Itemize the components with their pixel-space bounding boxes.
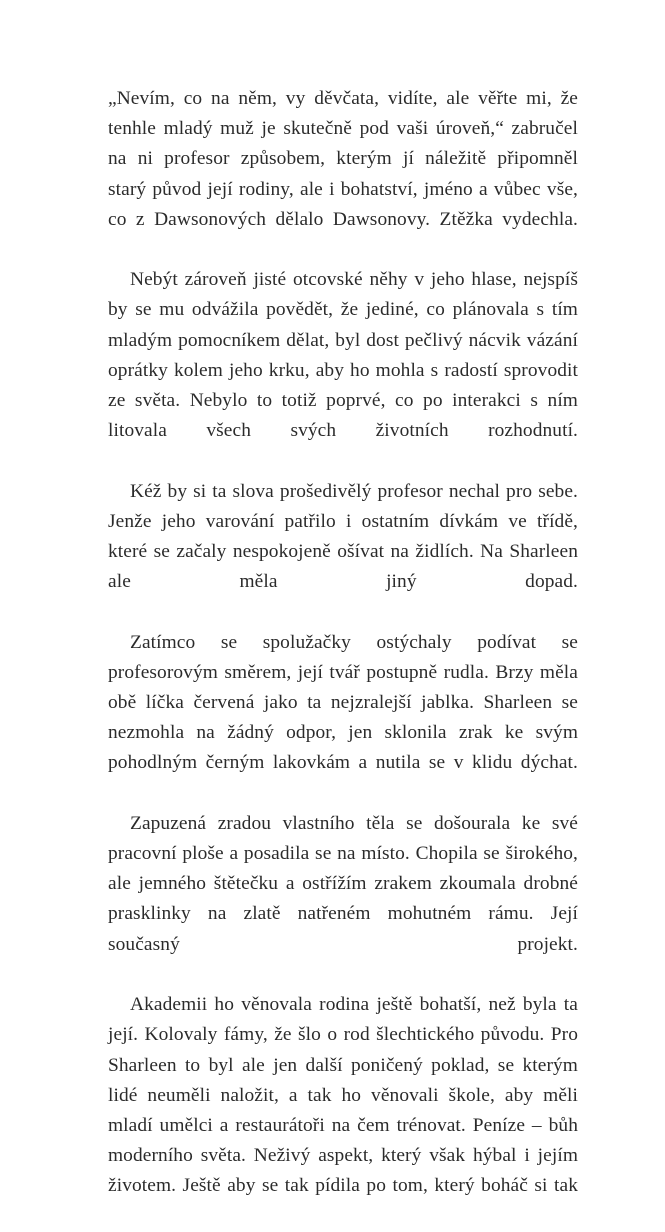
paragraph-2: Nebýt zároveň jisté otcovské něhy v jeho hlase, nejspíš by se mu odvážila povědět, že jediné, co plánovala s tím mladým pomocníkem dělat, byl dost pečlivý nácvik vázání oprátky kolem jeho krku, aby ho mohla s radostí sprovodit ze světa. Nebylo to totiž poprvé, co po interakci s ním litovala všech svých životních rozhodnutí. bbox=[108, 269, 578, 442]
paragraph-5: Zapuzená zradou vlastního těla se došourala ke své pracovní ploše a posadila se na místo. Chopila se širokého, ale jemného štětečku a ostřížím zrakem zkoumala drobné prasklinky na zlatě natřeném mohutném rámu. Její současný projekt. bbox=[108, 812, 578, 955]
paragraph-4: Zatímco se spolužačky ostýchaly podívat se profesorovým směrem, její tvář postupně rudla. Brzy měla obě líčka červená jako ta nejzralejší jablka. Sharleen se nezmohla na žádný odpor, jen sklonila zrak ke svým pohodlným černým lakovkám a nutila se v klidu dýchat. bbox=[108, 631, 578, 774]
body-text-column bbox=[108, 84, 578, 1232]
paragraph-3: Kéž by si ta slova prošedivělý profesor nechal pro sebe. Jenže jeho varování patřilo i ostatním dívkám ve třídě, které se začaly nespokojeně ošívat na židlích. Na Sharleen ale měla jiný dopad. bbox=[108, 480, 578, 593]
paragraph-1: „Nevím, co na něm, vy děvčata, vidíte, ale věřte mi, že tenhle mladý muž je skutečně pod vaši úroveň,“ zabručel na ni profesor způsobem, kterým jí náležitě připomněl starý původ její rodiny, ale i bohatství, jméno a vůbec vše, co z Dawsonových dělalo Dawsonovy. Ztěžka vydechla. bbox=[108, 88, 578, 230]
paragraph-6: Akademii ho věnovala rodina ještě bohatší, než byla ta její. Kolovaly fámy, že šlo o rod šlechtického původu. Pro Sharleen to byl ale jen další poničený poklad, se kterým lidé neuměli naložit, a tak ho věnovali škole, aby měli mladí umělci a restaurátoři na čem trénovat. Peníze – bůh moderního světa. Neživý aspekt, který však hýbal i jejím životem. Ještě aby se tak pídila po tom, který boháč si tak bbox=[108, 994, 578, 1197]
